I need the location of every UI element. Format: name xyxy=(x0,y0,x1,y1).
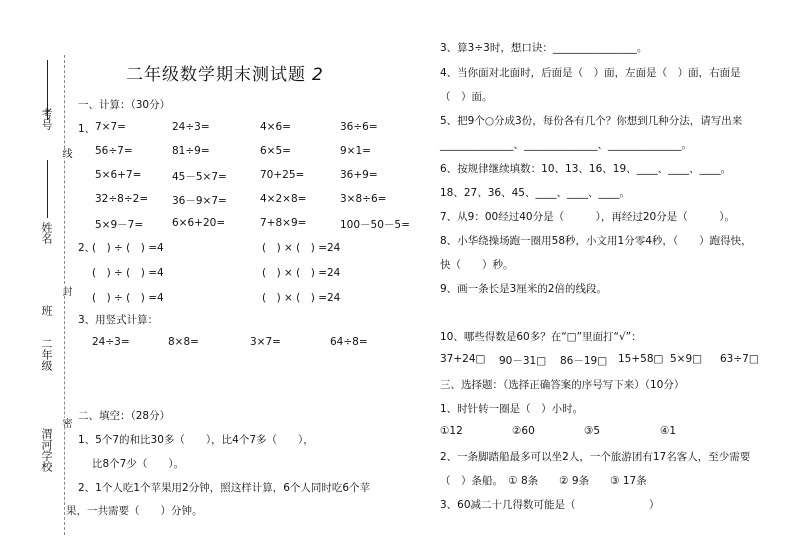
r-q5: 5、把9个○分成3份，每份各有几个？你想到几种分法，请写出来 xyxy=(440,115,743,127)
calc-item: 81÷9= xyxy=(172,145,210,157)
title-number: 2 xyxy=(312,65,324,85)
r-q10: 10、哪些得数是60多？在“□”里面打“√”： xyxy=(440,331,642,343)
fill-blank-item: ( ) × ( ) =24 xyxy=(262,242,341,254)
calc-item: 6×6+20= xyxy=(172,217,226,229)
vertical-calc-item: 24÷3= xyxy=(92,336,130,348)
r-q8b: 快（ ）秒。 xyxy=(440,259,514,271)
q10-item: 15+58□ xyxy=(618,353,664,365)
q3-heading: 3、用竖式计算： xyxy=(78,314,159,326)
xingming-label: 姓名 xyxy=(40,222,53,244)
school-label: 渭河学校 xyxy=(40,428,53,472)
c1: 1、时针转一圈是（ ）小时。 xyxy=(440,403,584,415)
binding-feng: 封 xyxy=(60,286,71,296)
sec2-heading: 二、填空：（28分） xyxy=(78,410,171,422)
calc-item: 6×5= xyxy=(260,145,291,157)
fill-q1b: 比8个7少（ ）。 xyxy=(92,458,185,470)
q10-item: 5×9□ xyxy=(670,353,703,365)
r-q6b: 18、27、36、45、____、____、____。 xyxy=(440,187,630,199)
fill-blank-item: ( ) × ( ) =24 xyxy=(262,267,341,279)
fill-blank-item: ( ) ÷ ( ) =4 xyxy=(92,242,164,254)
calc-item: 36÷6= xyxy=(340,121,378,133)
sec3-heading: 三、选择题：（选择正确答案的序号写下来）（10分） xyxy=(440,379,685,391)
calc-item: 9×1= xyxy=(340,145,371,157)
r-q7: 7、从9：00经过40分是（ ），再经过20分是（ ）。 xyxy=(440,211,735,223)
r-q8a: 8、小华绕操场跑一圈用58秒，小文用1分零4秒，（ ）跑得快， xyxy=(440,235,752,247)
fill-blank-item: ( ) ÷ ( ) =4 xyxy=(92,267,164,279)
q1-label: 1、 xyxy=(78,123,96,135)
binding-xian: 线 xyxy=(60,148,71,158)
c1-option: ④1 xyxy=(660,425,677,437)
c2a: 2、一条脚踏船最多可以坐2人，一个旅游团有17名客人，至少需要 xyxy=(440,451,751,463)
c1-option: ②60 xyxy=(512,425,535,437)
vertical-calc-item: 8×8= xyxy=(168,336,199,348)
fill-blank-item: ( ) × ( ) =24 xyxy=(262,292,341,304)
r-q5-blanks: ______________、______________、______________。 xyxy=(440,139,692,151)
fill-q2a: 2、1个人吃1个苹果用2分钟，照这样计算，6个人同时吃6个苹 xyxy=(78,482,371,494)
q2-label: 2、 xyxy=(78,242,96,254)
r-q3: 3、算3÷3时，想口诀：________________。 xyxy=(440,42,648,54)
vertical-calc-item: 3×7= xyxy=(250,336,281,348)
calc-item: 36－9×7= xyxy=(172,195,227,207)
c3: 3、60减二十几得数可能是（ ） xyxy=(440,499,660,511)
fill-q2b: 果，一共需要（ ）分钟。 xyxy=(66,505,203,517)
c1-option: ③5 xyxy=(584,425,601,437)
q10-item: 37+24□ xyxy=(440,353,486,365)
calc-item: 5×9－7= xyxy=(95,219,144,231)
title-text: 二年级数学期末测试题 xyxy=(126,65,306,85)
calc-item: 4×2×8= xyxy=(260,193,307,205)
calc-item: 100－50－5= xyxy=(340,219,410,231)
calc-item: 32÷8÷2= xyxy=(95,193,149,205)
sec1-heading: 一、计算：（30分） xyxy=(78,99,171,111)
calc-item: 7+8×9= xyxy=(260,217,307,229)
c2b: （ ）条船。 ① 8条 ② 9条 ③ 17条 xyxy=(440,475,647,487)
ban-label: 班 xyxy=(40,305,53,316)
r-q4a: 4、当你面对北面时，后面是（ ）面，左面是（ ）面，右面是 xyxy=(440,67,741,79)
calc-item: 36+9= xyxy=(340,169,378,181)
page-title xyxy=(126,60,324,85)
calc-item: 4×6= xyxy=(260,121,291,133)
calc-item: 7×7= xyxy=(95,121,126,133)
calc-item: 70+25= xyxy=(260,169,305,181)
q10-item: 86－19□ xyxy=(560,355,608,367)
r-q4b: （ ）面。 xyxy=(440,91,493,103)
fill-q1a: 1、5个7的和比30多（ ），比4个7多（ ）， xyxy=(78,434,314,446)
kaohao-label: 考号 xyxy=(40,108,53,130)
calc-item: 45－5×7= xyxy=(172,171,227,183)
fill-blank-item: ( ) ÷ ( ) =4 xyxy=(92,292,164,304)
nianji-label: 二年级 xyxy=(40,338,53,371)
r-q6: 6、按规律继续填数：10、13、16、19、____、____、____。 xyxy=(440,163,732,175)
binding-mi: 密 xyxy=(60,418,71,428)
calc-item: 3×8÷6= xyxy=(340,193,387,205)
calc-item: 56÷7= xyxy=(95,145,133,157)
xingming-blank xyxy=(47,160,48,218)
q10-item: 90－31□ xyxy=(499,355,547,367)
q10-item: 63÷7□ xyxy=(720,353,759,365)
c1-option: ①12 xyxy=(440,425,463,437)
r-q9: 9、画一条长是3厘米的2倍的线段。 xyxy=(440,283,608,295)
vertical-calc-item: 64÷8= xyxy=(330,336,368,348)
calc-item: 24÷3= xyxy=(172,121,210,133)
calc-item: 5×6+7= xyxy=(95,169,142,181)
